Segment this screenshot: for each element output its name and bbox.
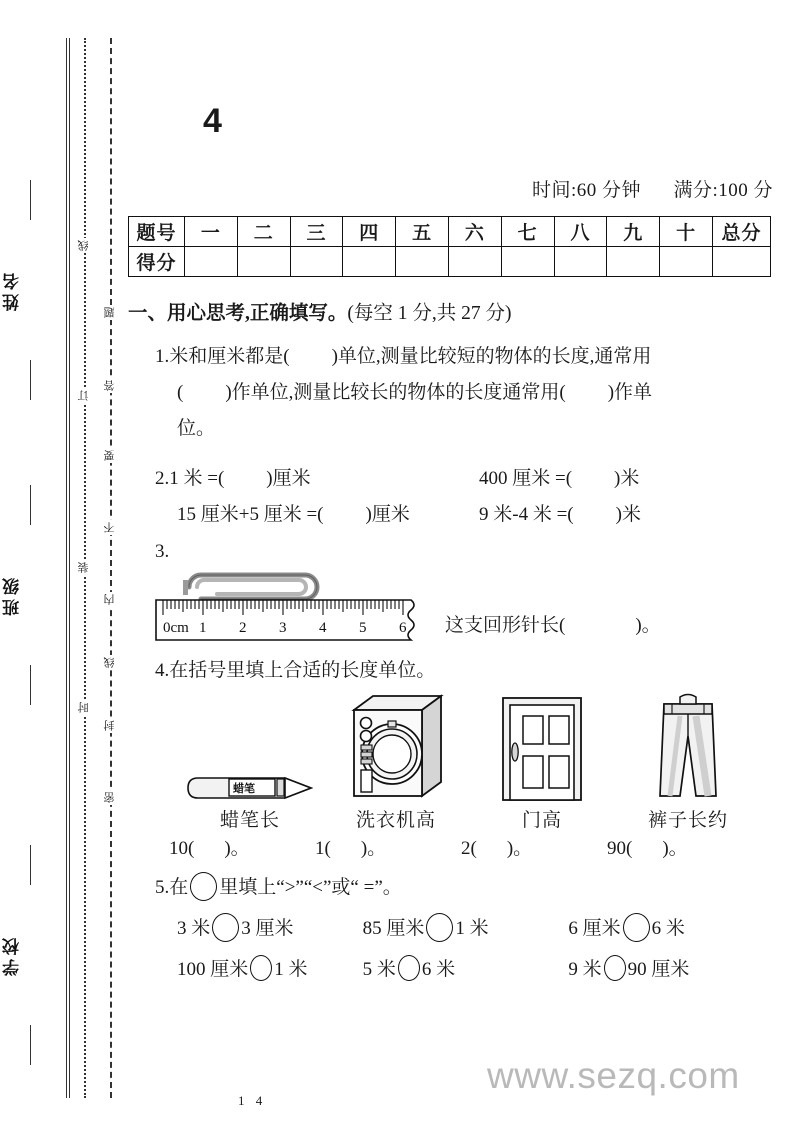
score-cell-8[interactable] bbox=[607, 247, 660, 277]
score-cell-6[interactable] bbox=[501, 247, 554, 277]
question-4-prompt-line bbox=[155, 655, 776, 682]
door-art bbox=[469, 688, 615, 802]
question-5-item-0-0 bbox=[155, 913, 363, 942]
question-4 bbox=[128, 655, 776, 860]
question-2-item-0-right: )厘米 bbox=[266, 468, 311, 489]
cmp-right: 3 厘米 bbox=[241, 918, 294, 939]
question-5-prompt-b: 里填上“>”“<”或“ =”。 bbox=[219, 877, 402, 898]
question-4-answer-0-suffix: )。 bbox=[224, 838, 250, 859]
question-4-answer-2 bbox=[461, 833, 607, 860]
seal-char-dotted-3: 时 bbox=[78, 702, 90, 713]
question-1 bbox=[128, 339, 776, 447]
school-write-rule-top bbox=[30, 845, 31, 885]
question-5-item-0-1 bbox=[363, 913, 569, 942]
score-col-header-2: 三 bbox=[290, 217, 343, 247]
ruler-tick-label-1: 1 bbox=[199, 620, 207, 636]
seal-char-dashed-1: 答 bbox=[104, 380, 116, 391]
question-1-text-b: )单位,测量比较短的物体的长度,通常用 bbox=[331, 346, 652, 367]
score-col-header-1: 二 bbox=[237, 217, 290, 247]
question-4-prompt: 在括号里填上合适的长度单位。 bbox=[169, 660, 436, 681]
seal-char-dashed-3: 不 bbox=[104, 522, 116, 533]
question-5-number: 5. bbox=[155, 877, 170, 898]
question-1-text-e: )作单 bbox=[607, 382, 653, 403]
exam-meta-line bbox=[128, 175, 776, 202]
class-write-rule-top bbox=[30, 485, 31, 525]
cmp-right: 1 米 bbox=[274, 959, 308, 980]
question-4-answer-3-suffix: )。 bbox=[662, 838, 688, 859]
question-4-answer-3 bbox=[607, 833, 753, 860]
trousers-icon bbox=[650, 692, 726, 802]
comparison-circle[interactable] bbox=[250, 955, 272, 981]
cmp-left: 6 厘米 bbox=[568, 918, 621, 939]
ruler-icon bbox=[155, 599, 423, 641]
seal-char-dotted-2: 装 bbox=[78, 562, 90, 573]
question-4-item-3 bbox=[615, 688, 761, 832]
comparison-circle[interactable] bbox=[604, 955, 626, 981]
margin-rule-dashed bbox=[110, 38, 112, 1098]
comparison-circle[interactable] bbox=[426, 913, 453, 942]
paper-number: 4 bbox=[203, 102, 222, 140]
question-1-text-c: ( bbox=[177, 382, 184, 403]
question-5-row-1 bbox=[155, 954, 776, 981]
question-3-text-a: 这支回形针长( bbox=[445, 615, 566, 636]
question-5-item-1-2 bbox=[568, 954, 776, 981]
question-1-text-f: 位。 bbox=[177, 418, 216, 439]
score-cell-1[interactable] bbox=[237, 247, 290, 277]
score-col-header-5: 六 bbox=[448, 217, 501, 247]
score-cell-9[interactable] bbox=[660, 247, 713, 277]
question-4-answer-0-prefix: 10( bbox=[169, 838, 195, 859]
table-row-scores bbox=[129, 247, 771, 277]
question-2-item-2-right: )厘米 bbox=[365, 504, 410, 525]
question-3-figure-row bbox=[155, 565, 776, 641]
school-write-rule-bottom bbox=[30, 1025, 31, 1065]
comparison-circle[interactable] bbox=[398, 955, 420, 981]
score-table-row-label-0: 题号 bbox=[129, 217, 185, 247]
question-1-text-a: 米和厘米都是( bbox=[169, 346, 290, 367]
score-col-header-3: 四 bbox=[343, 217, 396, 247]
score-col-header-9: 十 bbox=[660, 217, 713, 247]
page-number: 1 4 bbox=[238, 1093, 267, 1108]
cmp-right: 90 厘米 bbox=[627, 959, 690, 980]
ruler-tick-label-3: 3 bbox=[279, 620, 287, 636]
seal-char-dashed-5: 线 bbox=[104, 657, 116, 668]
watermark-text: www.sezq.com bbox=[487, 1055, 740, 1096]
score-cell-3[interactable] bbox=[343, 247, 396, 277]
exam-time-label: 时间:60 分钟 bbox=[531, 180, 641, 201]
question-1-line-3 bbox=[155, 411, 776, 447]
seal-char-dashed-6: 封 bbox=[104, 720, 116, 731]
question-2-item-2-left: 15 厘米+5 厘米 =( bbox=[177, 504, 324, 525]
question-4-answer-3-prefix: 90( bbox=[607, 838, 633, 859]
question-2-item-0-left: 1 米 =( bbox=[169, 468, 225, 489]
student-class-label: 班级 bbox=[3, 574, 22, 616]
question-4-item-2 bbox=[469, 688, 615, 832]
question-4-item-0 bbox=[177, 688, 323, 832]
question-2-item-1-right: )米 bbox=[614, 468, 640, 489]
seal-char-dotted-1: 订 bbox=[78, 390, 90, 401]
score-cell-7[interactable] bbox=[554, 247, 607, 277]
seal-char-dotted-0: 线 bbox=[78, 240, 90, 251]
question-2 bbox=[128, 461, 776, 533]
ruler-tick-label-6: 6 bbox=[399, 620, 407, 636]
cmp-right: 1 米 bbox=[455, 918, 489, 939]
question-4-answer-0 bbox=[169, 833, 315, 860]
section-heading bbox=[128, 297, 776, 325]
question-4-item-0-caption: 蜡笔长 bbox=[219, 810, 280, 831]
question-4-answer-1-suffix: )。 bbox=[360, 838, 387, 859]
score-col-header-10: 总分 bbox=[713, 217, 771, 247]
question-2-item-3-right: )米 bbox=[615, 504, 641, 525]
question-4-answer-1-prefix: 1( bbox=[315, 838, 331, 859]
question-5-item-1-0 bbox=[155, 954, 363, 981]
question-4-item-3-caption: 裤子长约 bbox=[647, 810, 728, 831]
question-2-item-3-left: 9 米-4 米 =( bbox=[479, 504, 574, 525]
score-col-header-4: 五 bbox=[396, 217, 449, 247]
name-write-rule-top bbox=[30, 180, 31, 220]
score-cell-0[interactable] bbox=[185, 247, 238, 277]
question-2-line-1 bbox=[155, 461, 776, 497]
seal-char-dashed-4: 内 bbox=[104, 594, 116, 605]
question-4-answer-2-suffix: )。 bbox=[506, 838, 533, 859]
question-5-prompt-a: 在 bbox=[169, 877, 189, 898]
question-5-item-0-2 bbox=[568, 913, 776, 942]
question-1-line-2 bbox=[155, 375, 776, 411]
exam-body bbox=[128, 30, 776, 981]
question-2-item-3 bbox=[479, 497, 641, 533]
question-2-item-1-left: 400 厘米 =( bbox=[479, 468, 573, 489]
crayon-art bbox=[177, 688, 323, 802]
question-2-line-2 bbox=[155, 497, 776, 533]
crayon-icon bbox=[185, 774, 315, 802]
question-4-item-1-caption: 洗衣机高 bbox=[355, 810, 436, 831]
seal-char-dashed-2: 要 bbox=[104, 450, 116, 461]
score-cell-2[interactable] bbox=[290, 247, 343, 277]
question-5 bbox=[128, 872, 776, 981]
question-2-item-0 bbox=[155, 461, 479, 497]
washing-machine-art bbox=[323, 688, 469, 802]
question-2-item-2 bbox=[155, 497, 479, 533]
student-school-label: 学校 bbox=[3, 934, 22, 976]
question-4-answer-1 bbox=[315, 833, 461, 860]
question-4-item-2-caption: 门高 bbox=[521, 810, 562, 831]
ruler-tick-label-2: 2 bbox=[239, 620, 247, 636]
table-row-headers bbox=[129, 217, 771, 247]
cmp-left: 85 厘米 bbox=[362, 918, 425, 939]
ruler-tick-label-5: 5 bbox=[359, 620, 367, 636]
comparison-circle[interactable] bbox=[190, 872, 217, 901]
seal-char-dashed-7: 密 bbox=[104, 792, 116, 803]
score-col-header-8: 九 bbox=[607, 217, 660, 247]
cmp-left: 3 米 bbox=[177, 918, 211, 939]
section-points: (每空 1 分,共 27 分) bbox=[347, 303, 512, 324]
question-1-line-1 bbox=[155, 339, 776, 375]
question-1-number: 1. bbox=[155, 346, 170, 367]
student-name-label: 姓名 bbox=[3, 269, 22, 311]
question-4-answer-2-prefix: 2( bbox=[461, 838, 477, 859]
class-write-rule-bottom bbox=[30, 665, 31, 705]
cmp-left: 100 厘米 bbox=[177, 959, 249, 980]
question-3-text bbox=[445, 610, 661, 641]
question-4-item-1 bbox=[323, 688, 469, 832]
ruler-tick-label-0: 0cm bbox=[163, 620, 189, 636]
margin-rule-solid-inner bbox=[69, 38, 70, 1098]
score-cell-total[interactable] bbox=[713, 247, 771, 277]
ruler-figure bbox=[155, 565, 423, 641]
washing-machine-icon bbox=[344, 690, 448, 802]
question-4-answer-row bbox=[155, 833, 776, 860]
score-col-header-0: 一 bbox=[185, 217, 238, 247]
margin-rule-solid-outer bbox=[66, 38, 67, 1098]
cmp-left: 9 米 bbox=[568, 959, 602, 980]
score-table bbox=[128, 216, 771, 277]
crayon-label: 蜡笔 bbox=[233, 783, 255, 795]
question-5-item-1-1 bbox=[363, 954, 569, 981]
score-col-header-6: 七 bbox=[501, 217, 554, 247]
trousers-art bbox=[615, 688, 761, 802]
score-cell-5[interactable] bbox=[448, 247, 501, 277]
score-table-row-label-1: 得分 bbox=[129, 247, 185, 277]
question-1-text-d: )作单位,测量比较长的物体的长度通常用( bbox=[225, 382, 566, 403]
seal-char-dashed-0: 题 bbox=[104, 307, 116, 318]
question-5-row-0 bbox=[155, 913, 776, 942]
section-heading-text: 一、用心思考,正确填写。 bbox=[128, 303, 348, 324]
name-write-rule-bottom bbox=[30, 360, 31, 400]
comparison-circle[interactable] bbox=[212, 913, 239, 942]
question-4-number: 4. bbox=[155, 660, 170, 681]
cmp-right: 6 米 bbox=[421, 959, 456, 980]
question-4-picture-row bbox=[155, 688, 776, 832]
ruler-tick-label-4: 4 bbox=[319, 620, 327, 636]
question-3-number: 3. bbox=[155, 541, 170, 562]
comparison-circle[interactable] bbox=[623, 913, 650, 942]
question-3 bbox=[128, 541, 776, 641]
question-2-item-1 bbox=[479, 461, 639, 497]
question-5-prompt-line bbox=[155, 872, 776, 901]
door-icon bbox=[499, 694, 585, 802]
cmp-right: 6 米 bbox=[651, 918, 685, 939]
question-3-text-b: )。 bbox=[635, 615, 661, 636]
exam-total-label: 满分:100 分 bbox=[673, 180, 773, 201]
score-col-header-7: 八 bbox=[554, 217, 607, 247]
score-cell-4[interactable] bbox=[396, 247, 449, 277]
question-2-number: 2. bbox=[155, 468, 170, 489]
cmp-left: 5 米 bbox=[362, 959, 396, 980]
